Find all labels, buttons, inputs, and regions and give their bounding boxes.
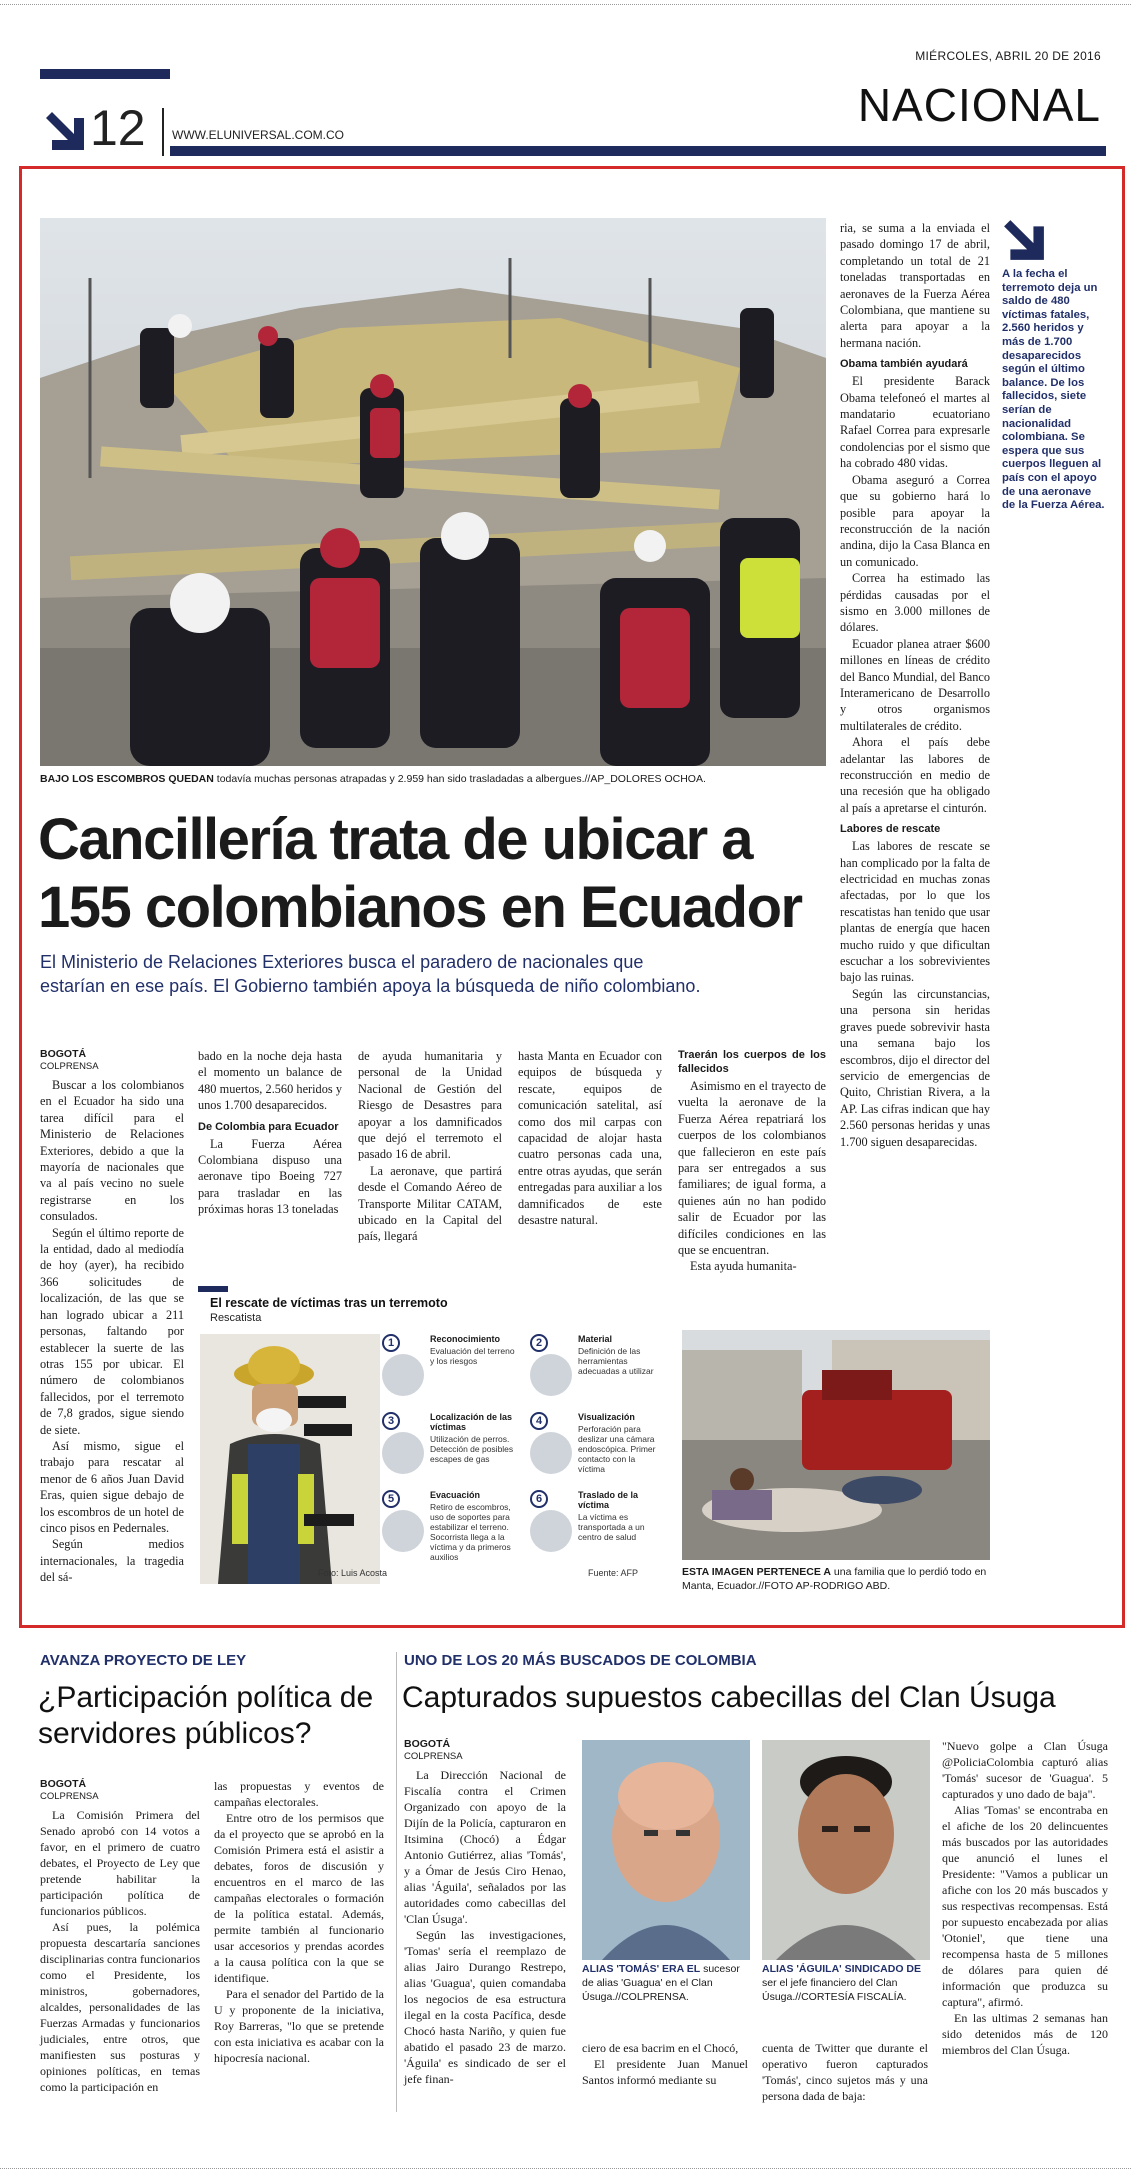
infographic [198,1278,670,1592]
step-icon [530,1354,572,1396]
paragraph: Según las investigaciones, 'Tomas' sería el reemplazo de alias Jairo Durango Restrepo, alias 'Guagua', quien comandaba los negocios de esa estructura ilegal en la costa Pacífica, desde Chocó hasta Nariño, y quien fue abatido el pasado 23 de marzo. 'Águila' es sindicado de ser el jefe finan- [404,1928,566,2086]
deck-line-1: El Ministerio de Relaciones Exteriores busca el paradero de nacionales que [40,952,644,972]
deck-line-2: estarían en ese país. El Gobierno también apoya la búsqueda de niño colombiano. [40,976,701,996]
step-text: Utilización de perros. Detección de posibles escapes de gas [430,1434,514,1464]
infographic-step [530,1334,670,1410]
infographic-step [382,1412,522,1488]
left-article-headline [38,1680,388,1752]
paragraph: Así mismo, sigue el trabajo para rescatar al menor de 6 años Juan David Eras, quien sigue debajo de los escombros de un hotel de cinco pisos en Pedernales. [40,1438,184,1535]
main-column-4 [518,1048,662,1228]
issue-date: MIÉRCOLES, ABRIL 20 DE 2016 [915,49,1101,63]
infographic-marker [198,1286,228,1292]
left-article-column-1 [40,1778,200,2095]
paragraph: Para el senador del Partido de la U y proponente de la iniciativa, Roy Barreras, "lo que se pretende con esta iniciativa es acabar con la hipocresía nacional. [214,1987,384,2065]
caption-lead: BAJO LOS ESCOMBROS QUEDAN [40,773,214,785]
step-number-badge: 3 [382,1412,400,1430]
tomas-mugshot [582,1740,750,1960]
right-article-column-3 [762,2040,928,2104]
step-text: Definición de las herramientas adecuadas a utilizar [578,1346,654,1376]
dateline: BOGOTÁ [40,1778,87,1790]
paragraph: de ayuda humanitaria y personal de la Unidad Nacional de Gestión del Riesgo de Desastres para apoyar a los damnificados que dejó el terremoto el pasado 16 de abril. [358,1049,502,1162]
left-article-column-2 [214,1778,384,2066]
paragraph: Correa ha estimado las pérdidas causadas por el sismo en 3.000 millones de dólares. [840,571,990,635]
dateline: BOGOTÁ [404,1738,451,1750]
header-vertical-bar [162,108,164,156]
main-column-2 [198,1048,342,1218]
step-icon [382,1510,424,1552]
infographic-step [382,1334,522,1410]
header-left-bar [40,69,170,79]
step-number-badge: 1 [382,1334,400,1352]
step-text: Evaluación del terreno y los riesgos [430,1346,515,1366]
aguila-caption [762,1962,930,2004]
bottom-dotted-rule [0,2168,1131,2169]
paragraph: La Comisión Primera del Senado aprobó con 14 votos a favor, en el primero de cuatro debates, el Proyecto de Ley que pretende habilitar la participación política de funcionarios públicos. [40,1808,200,1918]
header-bottom-bar [170,146,1106,156]
caption-lead: ALIAS 'ÁGUILA' SINDICADO DE [762,1963,921,1975]
main-column-3 [358,1048,502,1245]
paragraph: Así pues, la polémica propuesta descartaría sanciones disciplinarias contra funcionarios como el Presidente, los ministros, gobernadores, alcaldes, personalidades de las Fuerzas Armadas y funcionarios judiciales, entre otros, que manifiesten sus posturas y opiniones políticas, en temas como la participación en [40,1920,200,2094]
main-photo-caption [40,772,826,786]
website-link[interactable]: WWW.ELUNIVERSAL.COM.CO [172,128,345,142]
caption-body: sucesor de alias 'Guagua' en el Clan Úsuga.//COLPRENSA. [582,1963,740,2003]
paragraph: ria, se suma a la enviada el pasado domingo 17 de abril, completando un total de 21 toneladas transportadas en aeronaves de la Fuerza Aérea Colombiana, que mantiene su alerta para apoyar a la hermana nación. [840,221,990,350]
manta-family-photo [682,1330,990,1560]
step-number-badge: 4 [530,1412,548,1430]
step-icon [382,1354,424,1396]
paragraph: Buscar a los colombianos en el Ecuador ha sido una tarea difícil para el Ministerio de Relaciones Exteriores, debido a que la mayoría de nacionales que va al país vecino no suele registrarse en los consulados. [40,1078,184,1224]
step-text: Retiro de escombros, uso de soportes para estabilizar el terreno. Socorrista llega a la víctima y da primeros auxilios [430,1502,511,1562]
step-number-badge: 2 [530,1334,548,1352]
agency: COLPRENSA [404,1751,463,1762]
agency: COLPRENSA [40,1791,99,1802]
paragraph: La Dirección Nacional de Fiscalía contra el Crimen Organizado con apoyo de la Dijín de la Policía, capturaron en Itsimina (Chocó) a Édgar Antonio Gutiérrez, alias 'Tomás', y a Ómar de Jesús Ciro Henao, alias 'Águila', señalados por las autoridades como cabecillas del 'Clan Úsuga'. [404,1768,566,1926]
infographic-source: Fuente: AFP [588,1568,639,1578]
step-title: Traslado de la víctima [578,1490,639,1510]
paragraph: las propuestas y eventos de campañas electorales. [214,1779,384,1809]
main-column-1 [40,1048,184,1586]
paragraph: El presidente Barack Obama telefoneó el martes al mandatario ecuatoriano Rafael Correa para expresarle condolencias por el sismo que ha cobrado 480 vidas. [840,374,990,471]
paragraph: ciero de esa bacrim en el Chocó, [582,2041,739,2055]
column-divider [396,1652,397,2112]
paragraph: Asimismo en el trayecto de vuelta la aeronave de la Fuerza Aérea repatriará los cuerpos de los colombianos que fallecieron en este país para ser entregados a sus familiares; de igual forma, a quienes aún no han podido salir de Ecuador por las difíciles condiciones en las que se encuentran. [678,1079,826,1258]
step-icon [530,1510,572,1552]
left-article-kicker: AVANZA PROYECTO DE LEY [40,1652,247,1669]
paragraph: bado en la noche deja hasta el momento un balance de 480 muertos, 2.560 heridos y unos 1.700 desaparecidos. [198,1049,342,1113]
paragraph: cuenta de Twitter que durante el operativo fueron capturados 'Tomás', cinco sujetos más y una persona dada de baja: [762,2041,928,2103]
subhead: De Colombia para Ecuador [198,1120,339,1133]
caption-body: ser el jefe financiero del Clan Úsuga.//CORTESÍA FISCALÍA. [762,1977,907,2003]
right-article-kicker: UNO DE LOS 20 MÁS BUSCADOS DE COLOMBIA [404,1652,757,1669]
paragraph: La aeronave, que partirá desde el Comando Aéreo de Transporte Militar CATAM, ubicado en la Capital del país, llegará [358,1163,502,1244]
step-title: Reconocimiento [430,1334,501,1344]
paragraph: Obama aseguró a Correa que su gobierno hará lo posible para apoyar la reconstrucción de la nación andina, dijo la Casa Blanca en un comunicado. [840,472,990,569]
infographic-title: El rescate de víctimas tras un terremoto [210,1296,448,1310]
step-number-badge: 6 [530,1490,548,1508]
paragraph: Según el último reporte de la entidad, dado al mediodía de hoy (ayer), ha recibido 366 solicitudes de localización, de las que se han logrado ubicar a 211 personas, faltando por establecer la suerte de las otras 155 por ubicar. El número de colombianos fallecidos, por el terremoto de 7,8 grados, sigue siendo de siete. [40,1225,184,1437]
right-article-headline: Capturados supuestos cabecillas del Clan Úsuga [402,1681,1056,1714]
main-headline [38,806,838,942]
step-text: La víctima es transportada a un centro de salud [578,1512,645,1542]
step-title: Evacuación [430,1490,481,1500]
caption-body: una familia que lo perdió todo en Manta, Ecuador.//FOTO AP-RODRIGO ABD. [682,1566,987,1592]
step-text: Perforación para deslizar una cámara endoscópica. Primer contacto con la víctima [578,1424,656,1474]
top-dotted-rule [0,4,1131,5]
agency: COLPRENSA [40,1061,99,1072]
paragraph: El presidente Juan Manuel Santos informó mediante su [582,2057,748,2087]
manta-photo-caption [682,1565,990,1593]
page-number: 12 [90,100,146,156]
infographic-step [382,1490,522,1574]
paragraph: Según las circunstancias, una persona sin heridas graves puede sobrevivir hasta una semana bajo los escombros, dijo el director del servicio de emergencias de Quito, Christian Rivera, a la AP. Las cifras indican que hay 2.560 personas heridas y unas 1.700 siguen desaparecidas. [840,986,990,1149]
step-title: Material [578,1334,613,1344]
headline-line-1: Cancillería trata de ubicar a [38,807,753,872]
tomas-caption [582,1962,750,2004]
main-right-column [840,220,990,1150]
subhead: Labores de rescate [840,823,941,836]
main-deck [40,950,840,998]
rescuer-illustration [200,1334,380,1584]
infographic-photo-credit: Foto: Luis Acosta [318,1568,388,1578]
infographic-subtitle: Rescatista [210,1312,262,1324]
caption-body: todavía muchas personas atrapadas y 2.959 han sido trasladadas a albergues.//AP_DOLORES OCHOA. [213,773,706,785]
right-article-column-4 [942,1738,1108,2058]
paragraph: En las ultimas 2 semanas han sido detenidos más de 120 miembros del Clan Úsuga. [942,2011,1108,2057]
right-article-column-2 [582,2040,748,2088]
section-title: NACIONAL [857,79,1101,131]
headline-line-2: 155 colombianos en Ecuador [38,875,802,940]
dateline: BOGOTÁ [40,1048,87,1060]
aguila-mugshot [762,1740,930,1960]
paragraph: Entre otro de los permisos que da el proyecto que se aprobó en la Comisión Primera está el asistir a debates, foros de discusión y encuentros en el marco de las campañas electorales o formación de la política estatal. Además, permite también al funcionario usar accesorios y prendas acordes a la causa política con la que se identifique. [214,1811,384,1985]
sidebar-highlight: A la fecha el terremoto deja un saldo de 480 víctimas fatales, 2.560 heridos y más de 1.700 desaparecidos según el último balance. De los fallecidos, siete serían de nacionalidad colombiana. Se espera que sus cuerpos lleguen al país con el apoyo de una aeronave de la Fuerza Aérea. [1002,268,1105,512]
paragraph: Ecuador planea atraer $600 millones en líneas de crédito del Banco Mundial, del Banco Interamericano de Desarrollo y otros organismos multilaterales de crédito. [840,636,990,733]
arrow-down-right-icon [44,110,86,152]
paragraph: hasta Manta en Ecuador con equipos de búsqueda y rescate, equipos de comunicación satelital, así como dos mil carpas con capacidad de alojar hasta cuatro personas cada una, entre otras ayudas, que serán entregadas para auxiliar a los damnificados de este desastre natural. [518,1049,662,1228]
right-article-column-1 [404,1738,566,2087]
step-icon [530,1432,572,1474]
paragraph: "Nuevo golpe a Clan Úsuga @PoliciaColombia capturó alias 'Tomás' sucesor de 'Guagua'. 5 capturados y uno dado de baja". [942,1739,1108,1801]
arrow-down-right-icon [1002,218,1046,262]
paragraph: Esta ayuda humanita- [690,1259,797,1274]
step-icon [382,1432,424,1474]
infographic-step [530,1412,670,1488]
paragraph: Alias 'Tomas' se encontraba en el afiche de los 20 delincuentes más buscados por las autoridades que anunció el lunes el Presidente: "Vamos a publicar un afiche con los 20 más buscados y sus respectivas recompensas. Está por supuesto encabezada por alias 'Otoniel', que tiene una recompensa hasta de 5 millones de dólares para quien dé información que produzca su captura", afirmó. [942,1803,1108,2009]
headline-line-2: servidores públicos? [38,1717,312,1750]
step-number-badge: 5 [382,1490,400,1508]
paragraph: Las labores de rescate se han complicado por la falta de electricidad en muchas zonas afectadas, por lo que los rescatistas han tenido que usar plantas de energía que hacen mucho ruido y que dificultan escuchar a los sobrevivientes bajo las ruinas. [840,839,990,985]
step-title: Localización de las víctimas [430,1412,513,1432]
headline-line-1: ¿Participación política de [38,1681,374,1714]
infographic-step [530,1490,670,1566]
paragraph: Según medios internacionales, la tragedia del sá- [40,1537,184,1585]
step-title: Visualización [578,1412,635,1422]
paragraph: Ahora el país debe adelantar las labores de reconstrucción en medio de una recesión que ha obligado al país a apretarse el cinturón. [840,735,990,815]
paragraph: La Fuerza Aérea Colombiana dispuso una aeronave tipo Boeing 727 para trasladar en las próximas horas 13 toneladas [198,1136,342,1217]
rescue-photo [40,218,826,766]
subhead: Traerán los cuerpos de los fallecidos [678,1049,826,1075]
subhead: Obama también ayudará [840,358,968,371]
caption-lead: ALIAS 'TOMÁS' ERA EL [582,1963,701,1975]
caption-lead: ESTA IMAGEN PERTENECE A [682,1566,831,1578]
main-column-5 [678,1048,826,1275]
